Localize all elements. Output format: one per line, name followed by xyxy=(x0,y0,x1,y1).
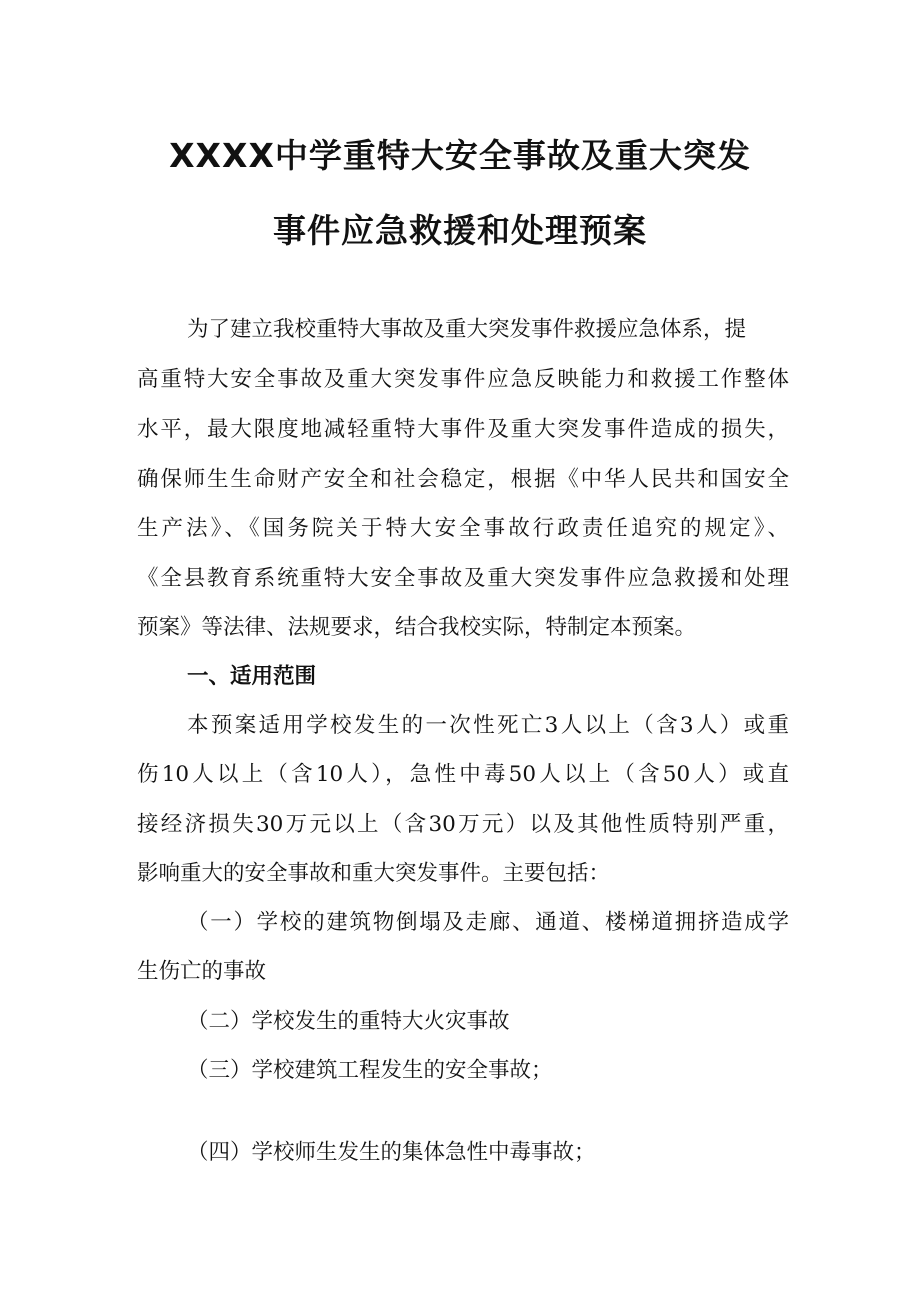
scope-line-3: 接经济损失30万元以上（含30万元）以及其他性质特别严重， xyxy=(137,812,789,837)
intro-line-2: 高重特大安全事故及重大突发事件应急反映能力和救援工作整体 xyxy=(137,367,789,392)
list-item-4: （四）学校师生发生的集体急性中毒事故； xyxy=(187,1140,596,1165)
intro-line-4: 确保师生生命财产安全和社会稳定，根据《中华人民共和国安全 xyxy=(137,467,789,492)
list-item-1-line-1: （一）学校的建筑物倒塌及走廊、通道、楼梯道拥挤造成学 xyxy=(187,910,789,935)
list-item-3: （三）学校建筑工程发生的安全事故； xyxy=(187,1058,553,1083)
scope-line-4: 影响重大的安全事故和重大突发事件。主要包括： xyxy=(137,861,611,886)
document-title-line-1: XXXX中学重特大安全事故及重大突发 xyxy=(169,136,751,175)
intro-line-7: 预案》等法律、法规要求，结合我校实际，特制定本预案。 xyxy=(137,615,697,640)
intro-line-1: 为了建立我校重特大事故及重大突发事件救援应急体系，提 xyxy=(187,317,747,342)
document-title-line-2: 事件应急救援和处理预案 xyxy=(273,211,647,250)
list-item-2: （二）学校发生的重特大火灾事故 xyxy=(187,1009,510,1034)
intro-line-6: 《全县教育系统重特大安全事故及重大突发事件应急救援和处理 xyxy=(137,566,789,591)
scope-line-2: 伤10人以上（含10人），急性中毒50人以上（含50人）或直 xyxy=(137,762,789,787)
section-heading-scope: 一、适用范围 xyxy=(187,664,317,689)
intro-line-3: 水平，最大限度地减轻重特大事件及重大突发事件造成的损失， xyxy=(137,417,789,442)
scope-line-1: 本预案适用学校发生的一次性死亡3人以上（含3人）或重 xyxy=(187,713,789,738)
intro-line-5: 生产法》、《国务院关于特大安全事故行政责任追究的规定》、 xyxy=(137,516,789,541)
list-item-1-line-2: 生伤亡的事故 xyxy=(137,959,267,984)
